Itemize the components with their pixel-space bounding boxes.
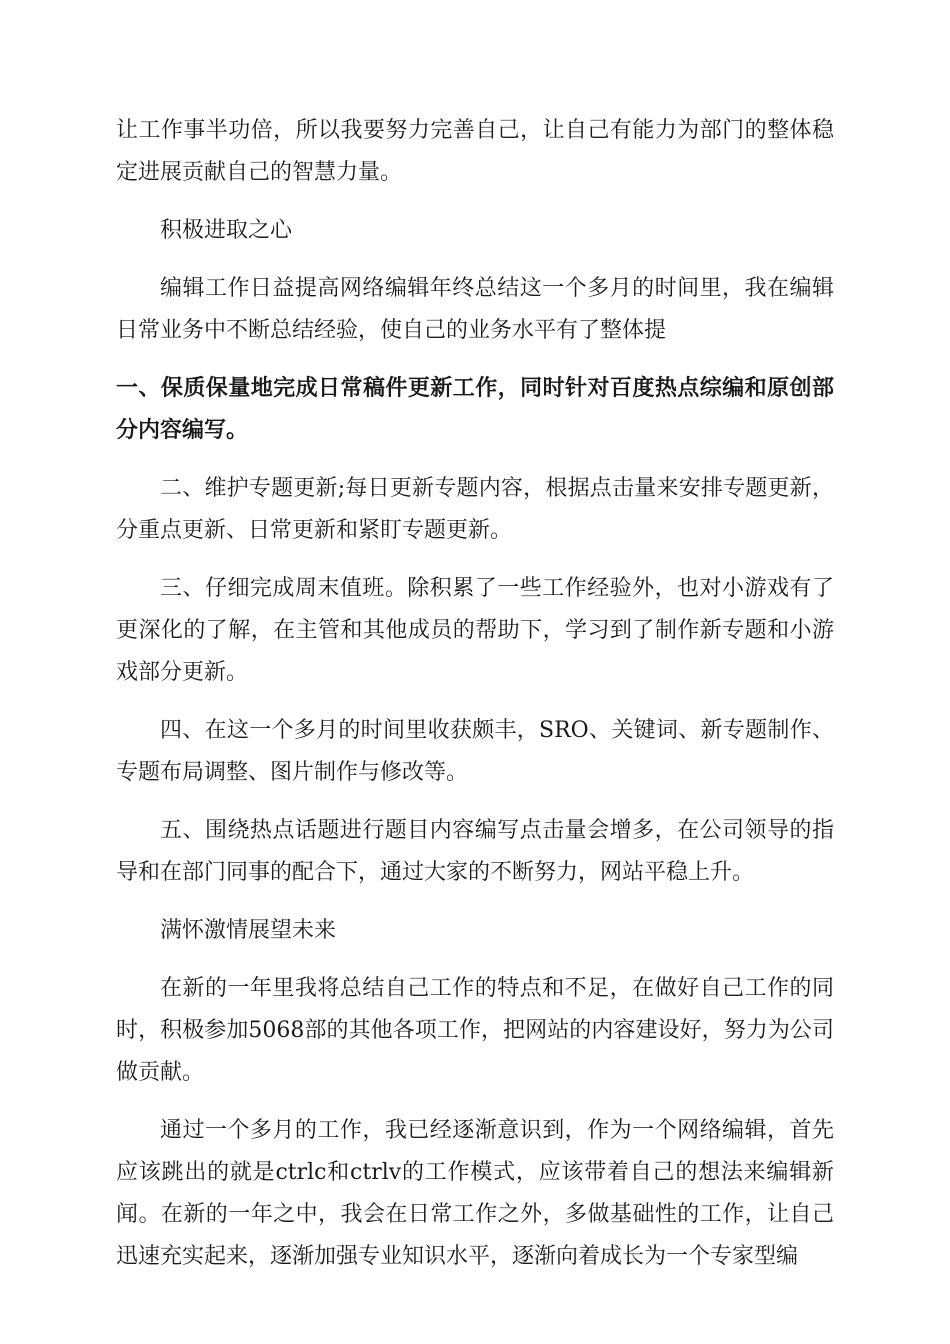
paragraph-editing-summary: 编辑工作日益提高网络编辑年终总结这一个多月的时间里，我在编辑日常业务中不断总结经验，使自己的业务水平有了整体提 <box>116 276 834 343</box>
heading-future-outlook: 满怀激情展望未来 <box>160 918 337 943</box>
document-body <box>116 110 834 1294</box>
paragraph-new-year-plan: 在新的一年里我将总结自己工作的特点和不足，在做好自己工作的同时，积极参加5068部的其他各项工作，把网站的内容建设好，努力为公司做贡献。 <box>116 976 834 1085</box>
heading-proactive-spirit: 积极进取之心 <box>160 218 293 243</box>
paragraph-item-one: 一、保质保量地完成日常稿件更新工作，同时针对百度热点综编和原创部分内容编写。 <box>116 376 834 443</box>
paragraph-continuation: 让工作事半功倍，所以我要努力完善自己，让自己有能力为部门的整体稳定进展贡献自己的智慧力量。 <box>116 118 834 185</box>
paragraph-item-four: 四、在这一个多月的时间里收获颇丰，SRO、关键词、新专题制作、专题布局调整、图片制作与修改等。 <box>116 718 834 785</box>
paragraph-reflection: 通过一个多月的工作，我已经逐渐意识到，作为一个网络编辑，首先应该跳出的就是ctrlc和ctrlv的工作模式，应该带着自己的想法来编辑新闻。在新的一年之中，我会在日常工作之外，多做基础性的工作，让自己迅速充实起来，逐渐加强专业知识水平，逐渐向着成长为一个专家型编 <box>116 1118 834 1269</box>
paragraph-item-three: 三、仔细完成周末值班。除积累了一些工作经验外，也对小游戏有了更深化的了解，在主管和其他成员的帮助下，学习到了制作新专题和小游戏部分更新。 <box>116 576 834 685</box>
paragraph-item-five: 五、围绕热点话题进行题目内容编写点击量会增多，在公司领导的指导和在部门同事的配合下，通过大家的不断努力，网站平稳上升。 <box>116 818 834 885</box>
paragraph-item-two: 二、维护专题更新;每日更新专题内容，根据点击量来安排专题更新，分重点更新、日常更新和紧盯专题更新。 <box>116 476 834 543</box>
